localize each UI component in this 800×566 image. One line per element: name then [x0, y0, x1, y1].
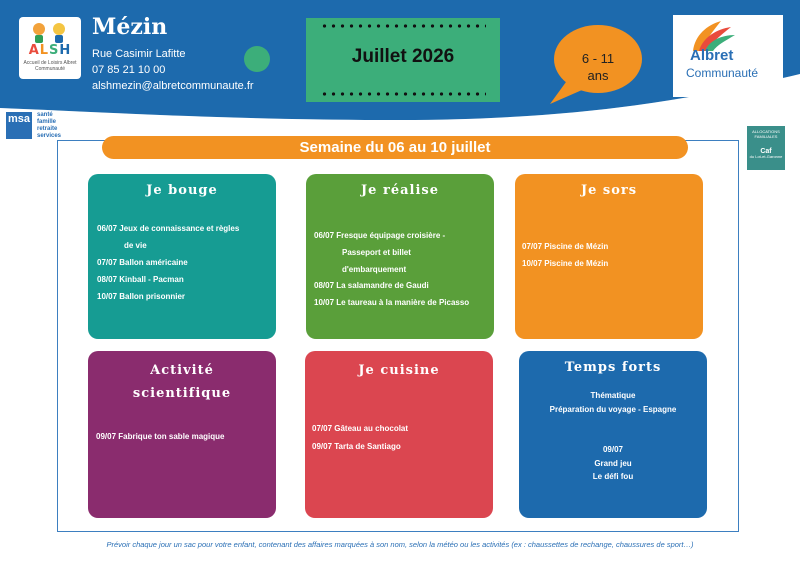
albret-name: Albret — [690, 47, 734, 64]
address: Rue Casimir Lafitte — [92, 48, 186, 60]
activity-line: 10/07 Le taureau à la manière de Picasso — [314, 298, 470, 307]
activity-line: 07/07 Gâteau au chocolat — [312, 424, 409, 433]
activity-line: Préparation du voyage - Espagne — [549, 405, 677, 414]
age-unit: ans — [587, 68, 609, 83]
dotted-border-top — [320, 23, 486, 29]
decorative-dot — [244, 46, 270, 72]
footer-note: Prévoir chaque jour un sac pour votre enfant, contenant des affaires marquées à son nom, selon la météo ou les activités (ex : chaussettes de rechange, chaussures de sport…) — [106, 540, 694, 549]
alsh-logo — [19, 17, 81, 79]
age-range: 6 - 11 — [581, 51, 615, 66]
activity-line: Thématique — [590, 391, 636, 400]
card-je-cuisine — [305, 351, 493, 518]
activity-line: 10/07 Piscine de Mézin — [522, 259, 609, 268]
month-box — [306, 18, 500, 102]
card-title: Je sors — [580, 183, 638, 198]
activity-line: 08/07 La salamandre de Gaudi — [314, 281, 429, 290]
activity-line: 09/07 Tarta de Santiago — [312, 442, 401, 451]
activity-line: Passeport et billet — [342, 248, 411, 257]
email: alshmezin@albretcommunaute.fr — [92, 80, 254, 92]
phone: 07 85 21 10 00 — [92, 64, 166, 76]
activity-line: de vie — [124, 241, 147, 250]
activity-line: 09/07 — [602, 445, 624, 454]
activity-line: 08/07 Kinball - Pacman — [97, 275, 184, 284]
card-title: Je bouge — [146, 183, 218, 198]
alsh-subtitle: Accueil de Loisirs Albret Communauté — [23, 60, 77, 72]
card-title: Temps forts — [564, 360, 662, 375]
card-title: Je réalise — [361, 183, 439, 198]
month-title: Juillet 2026 — [351, 46, 455, 67]
activity-line: 07/07 Ballon américaine — [97, 258, 188, 267]
week-banner: Semaine du 06 au 10 juillet — [102, 136, 688, 159]
activity-line: 06/07 Jeux de connaissance et règles — [97, 224, 240, 233]
activity-line: Grand jeu — [594, 459, 632, 468]
msa-logo — [6, 112, 68, 140]
card-temps-forts — [519, 351, 707, 518]
activity-line: d'embarquement — [342, 265, 407, 274]
card-activite-scientifique — [88, 351, 276, 518]
msa-words: santé famille retraite services — [37, 112, 62, 139]
albret-community: Communauté — [686, 66, 759, 80]
activity-line: Le défi fou — [592, 472, 634, 481]
header-band — [0, 0, 800, 125]
center-name: Mézin — [92, 14, 168, 40]
activity-line: 06/07 Fresque équipage croisière - — [314, 231, 446, 240]
activity-line: 10/07 Ballon prisonnier — [97, 292, 186, 301]
alsh-letters: ALSH — [28, 43, 72, 58]
msa-mark: msa — [6, 112, 32, 139]
activity-line: 07/07 Piscine de Mézin — [522, 242, 609, 251]
card-title: Je cuisine — [358, 363, 440, 378]
caf-logo: ALLOCATIONS FAMILIALES Caf du Lot-et-Garonne — [747, 126, 785, 170]
card-je-realise — [306, 174, 494, 339]
card-je-bouge — [88, 174, 276, 339]
card-title: scientifique — [132, 386, 232, 401]
activity-line: 09/07 Fabrique ton sable magique — [96, 432, 225, 441]
card-je-sors — [515, 174, 703, 339]
card-title: Activité — [150, 363, 214, 378]
dotted-border-bottom — [320, 91, 486, 97]
